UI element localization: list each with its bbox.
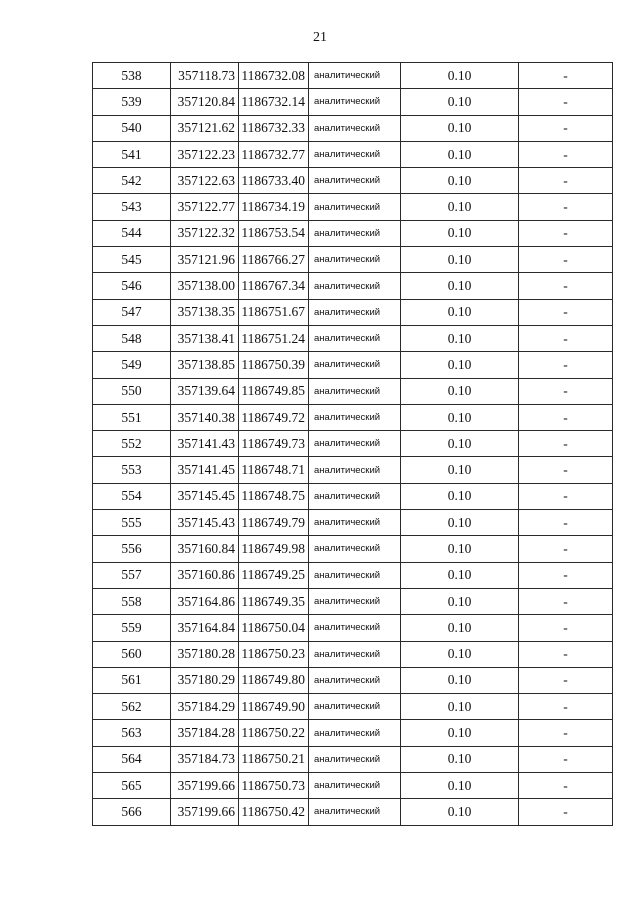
table-row	[93, 431, 613, 457]
note-cell: -	[519, 483, 613, 509]
accuracy-cell: 0.10	[401, 273, 519, 299]
accuracy-cell: 0.10	[401, 431, 519, 457]
x-coordinate-cell: 357184.73	[171, 746, 239, 772]
x-coordinate-cell: 357138.41	[171, 325, 239, 351]
method-cell: аналитический	[309, 89, 401, 115]
note-cell: -	[519, 799, 613, 825]
note-cell: -	[519, 194, 613, 220]
x-coordinate-cell: 357180.28	[171, 641, 239, 667]
table-row	[93, 799, 613, 825]
note-cell: -	[519, 746, 613, 772]
note-cell: -	[519, 431, 613, 457]
point-number-cell: 556	[93, 536, 171, 562]
accuracy-cell: 0.10	[401, 457, 519, 483]
point-number-cell: 560	[93, 641, 171, 667]
table-row	[93, 352, 613, 378]
note-cell: -	[519, 510, 613, 536]
table-row	[93, 89, 613, 115]
y-coordinate-cell: 1186732.33	[239, 115, 309, 141]
y-coordinate-cell: 1186750.22	[239, 720, 309, 746]
y-coordinate-cell: 1186749.25	[239, 562, 309, 588]
y-coordinate-cell: 1186766.27	[239, 247, 309, 273]
method-cell: аналитический	[309, 404, 401, 430]
point-number-cell: 554	[93, 483, 171, 509]
x-coordinate-cell: 357160.84	[171, 536, 239, 562]
note-cell: -	[519, 141, 613, 167]
table-row	[93, 510, 613, 536]
table-row	[93, 694, 613, 720]
point-number-cell: 544	[93, 220, 171, 246]
x-coordinate-cell: 357145.43	[171, 510, 239, 536]
method-cell: аналитический	[309, 773, 401, 799]
x-coordinate-cell: 357199.66	[171, 773, 239, 799]
table-row	[93, 63, 613, 89]
x-coordinate-cell: 357164.86	[171, 588, 239, 614]
accuracy-cell: 0.10	[401, 194, 519, 220]
table-row	[93, 247, 613, 273]
y-coordinate-cell: 1186749.79	[239, 510, 309, 536]
x-coordinate-cell: 357140.38	[171, 404, 239, 430]
point-number-cell: 564	[93, 746, 171, 772]
note-cell: -	[519, 325, 613, 351]
y-coordinate-cell: 1186767.34	[239, 273, 309, 299]
y-coordinate-cell: 1186750.04	[239, 615, 309, 641]
point-number-cell: 551	[93, 404, 171, 430]
method-cell: аналитический	[309, 510, 401, 536]
note-cell: -	[519, 588, 613, 614]
y-coordinate-cell: 1186749.35	[239, 588, 309, 614]
x-coordinate-cell: 357121.96	[171, 247, 239, 273]
note-cell: -	[519, 773, 613, 799]
method-cell: аналитический	[309, 168, 401, 194]
note-cell: -	[519, 536, 613, 562]
x-coordinate-cell: 357122.23	[171, 141, 239, 167]
y-coordinate-cell: 1186748.75	[239, 483, 309, 509]
y-coordinate-cell: 1186751.67	[239, 299, 309, 325]
method-cell: аналитический	[309, 483, 401, 509]
point-number-cell: 542	[93, 168, 171, 194]
note-cell: -	[519, 694, 613, 720]
point-number-cell: 546	[93, 273, 171, 299]
table-row	[93, 404, 613, 430]
method-cell: аналитический	[309, 378, 401, 404]
note-cell: -	[519, 404, 613, 430]
point-number-cell: 566	[93, 799, 171, 825]
accuracy-cell: 0.10	[401, 641, 519, 667]
point-number-cell: 538	[93, 63, 171, 89]
x-coordinate-cell: 357141.45	[171, 457, 239, 483]
accuracy-cell: 0.10	[401, 694, 519, 720]
y-coordinate-cell: 1186749.72	[239, 404, 309, 430]
x-coordinate-cell: 357122.63	[171, 168, 239, 194]
note-cell: -	[519, 115, 613, 141]
method-cell: аналитический	[309, 325, 401, 351]
accuracy-cell: 0.10	[401, 536, 519, 562]
point-number-cell: 562	[93, 694, 171, 720]
method-cell: аналитический	[309, 63, 401, 89]
method-cell: аналитический	[309, 352, 401, 378]
note-cell: -	[519, 220, 613, 246]
coordinates-table-body	[93, 63, 613, 826]
y-coordinate-cell: 1186750.42	[239, 799, 309, 825]
point-number-cell: 549	[93, 352, 171, 378]
x-coordinate-cell: 357180.29	[171, 667, 239, 693]
x-coordinate-cell: 357138.85	[171, 352, 239, 378]
y-coordinate-cell: 1186753.54	[239, 220, 309, 246]
method-cell: аналитический	[309, 641, 401, 667]
note-cell: -	[519, 247, 613, 273]
table-row	[93, 746, 613, 772]
method-cell: аналитический	[309, 299, 401, 325]
method-cell: аналитический	[309, 667, 401, 693]
point-number-cell: 555	[93, 510, 171, 536]
y-coordinate-cell: 1186750.73	[239, 773, 309, 799]
point-number-cell: 547	[93, 299, 171, 325]
table-row	[93, 562, 613, 588]
table-row	[93, 588, 613, 614]
table-row	[93, 299, 613, 325]
method-cell: аналитический	[309, 536, 401, 562]
method-cell: аналитический	[309, 457, 401, 483]
point-number-cell: 541	[93, 141, 171, 167]
note-cell: -	[519, 63, 613, 89]
note-cell: -	[519, 273, 613, 299]
note-cell: -	[519, 667, 613, 693]
y-coordinate-cell: 1186749.80	[239, 667, 309, 693]
method-cell: аналитический	[309, 247, 401, 273]
point-number-cell: 552	[93, 431, 171, 457]
note-cell: -	[519, 378, 613, 404]
accuracy-cell: 0.10	[401, 483, 519, 509]
point-number-cell: 563	[93, 720, 171, 746]
x-coordinate-cell: 357139.64	[171, 378, 239, 404]
y-coordinate-cell: 1186750.39	[239, 352, 309, 378]
method-cell: аналитический	[309, 273, 401, 299]
point-number-cell: 543	[93, 194, 171, 220]
table-row	[93, 457, 613, 483]
accuracy-cell: 0.10	[401, 615, 519, 641]
accuracy-cell: 0.10	[401, 588, 519, 614]
table-row	[93, 773, 613, 799]
x-coordinate-cell: 357164.84	[171, 615, 239, 641]
table-row	[93, 483, 613, 509]
y-coordinate-cell: 1186749.73	[239, 431, 309, 457]
method-cell: аналитический	[309, 220, 401, 246]
y-coordinate-cell: 1186750.23	[239, 641, 309, 667]
note-cell: -	[519, 168, 613, 194]
accuracy-cell: 0.10	[401, 720, 519, 746]
method-cell: аналитический	[309, 694, 401, 720]
accuracy-cell: 0.10	[401, 510, 519, 536]
x-coordinate-cell: 357122.77	[171, 194, 239, 220]
table-row	[93, 273, 613, 299]
x-coordinate-cell: 357138.35	[171, 299, 239, 325]
page-number: 21	[313, 30, 327, 45]
table-row	[93, 720, 613, 746]
x-coordinate-cell: 357118.73	[171, 63, 239, 89]
method-cell: аналитический	[309, 431, 401, 457]
table-row	[93, 220, 613, 246]
x-coordinate-cell: 357184.28	[171, 720, 239, 746]
method-cell: аналитический	[309, 720, 401, 746]
coordinates-table	[92, 62, 613, 826]
accuracy-cell: 0.10	[401, 352, 519, 378]
point-number-cell: 558	[93, 588, 171, 614]
accuracy-cell: 0.10	[401, 115, 519, 141]
accuracy-cell: 0.10	[401, 63, 519, 89]
accuracy-cell: 0.10	[401, 773, 519, 799]
x-coordinate-cell: 357184.29	[171, 694, 239, 720]
point-number-cell: 545	[93, 247, 171, 273]
x-coordinate-cell: 357145.45	[171, 483, 239, 509]
accuracy-cell: 0.10	[401, 141, 519, 167]
note-cell: -	[519, 562, 613, 588]
table-row	[93, 325, 613, 351]
table-row	[93, 536, 613, 562]
accuracy-cell: 0.10	[401, 299, 519, 325]
x-coordinate-cell: 357199.66	[171, 799, 239, 825]
note-cell: -	[519, 352, 613, 378]
y-coordinate-cell: 1186734.19	[239, 194, 309, 220]
table-row	[93, 141, 613, 167]
point-number-cell: 561	[93, 667, 171, 693]
y-coordinate-cell: 1186748.71	[239, 457, 309, 483]
note-cell: -	[519, 299, 613, 325]
y-coordinate-cell: 1186733.40	[239, 168, 309, 194]
x-coordinate-cell: 357141.43	[171, 431, 239, 457]
note-cell: -	[519, 641, 613, 667]
y-coordinate-cell: 1186749.90	[239, 694, 309, 720]
accuracy-cell: 0.10	[401, 378, 519, 404]
x-coordinate-cell: 357160.86	[171, 562, 239, 588]
note-cell: -	[519, 615, 613, 641]
y-coordinate-cell: 1186749.85	[239, 378, 309, 404]
table-row	[93, 667, 613, 693]
accuracy-cell: 0.10	[401, 89, 519, 115]
method-cell: аналитический	[309, 194, 401, 220]
method-cell: аналитический	[309, 799, 401, 825]
note-cell: -	[519, 89, 613, 115]
method-cell: аналитический	[309, 115, 401, 141]
method-cell: аналитический	[309, 615, 401, 641]
accuracy-cell: 0.10	[401, 746, 519, 772]
x-coordinate-cell: 357122.32	[171, 220, 239, 246]
accuracy-cell: 0.10	[401, 325, 519, 351]
y-coordinate-cell: 1186750.21	[239, 746, 309, 772]
table-row	[93, 194, 613, 220]
x-coordinate-cell: 357120.84	[171, 89, 239, 115]
y-coordinate-cell: 1186732.08	[239, 63, 309, 89]
x-coordinate-cell: 357138.00	[171, 273, 239, 299]
x-coordinate-cell: 357121.62	[171, 115, 239, 141]
note-cell: -	[519, 457, 613, 483]
accuracy-cell: 0.10	[401, 799, 519, 825]
note-cell: -	[519, 720, 613, 746]
accuracy-cell: 0.10	[401, 562, 519, 588]
point-number-cell: 548	[93, 325, 171, 351]
point-number-cell: 559	[93, 615, 171, 641]
y-coordinate-cell: 1186749.98	[239, 536, 309, 562]
point-number-cell: 557	[93, 562, 171, 588]
table-row	[93, 615, 613, 641]
point-number-cell: 550	[93, 378, 171, 404]
accuracy-cell: 0.10	[401, 667, 519, 693]
table-row	[93, 378, 613, 404]
table-row	[93, 641, 613, 667]
point-number-cell: 539	[93, 89, 171, 115]
method-cell: аналитический	[309, 746, 401, 772]
point-number-cell: 565	[93, 773, 171, 799]
accuracy-cell: 0.10	[401, 168, 519, 194]
table-row	[93, 115, 613, 141]
method-cell: аналитический	[309, 141, 401, 167]
table-row	[93, 168, 613, 194]
point-number-cell: 553	[93, 457, 171, 483]
y-coordinate-cell: 1186751.24	[239, 325, 309, 351]
accuracy-cell: 0.10	[401, 247, 519, 273]
y-coordinate-cell: 1186732.14	[239, 89, 309, 115]
accuracy-cell: 0.10	[401, 404, 519, 430]
y-coordinate-cell: 1186732.77	[239, 141, 309, 167]
point-number-cell: 540	[93, 115, 171, 141]
accuracy-cell: 0.10	[401, 220, 519, 246]
method-cell: аналитический	[309, 562, 401, 588]
method-cell: аналитический	[309, 588, 401, 614]
